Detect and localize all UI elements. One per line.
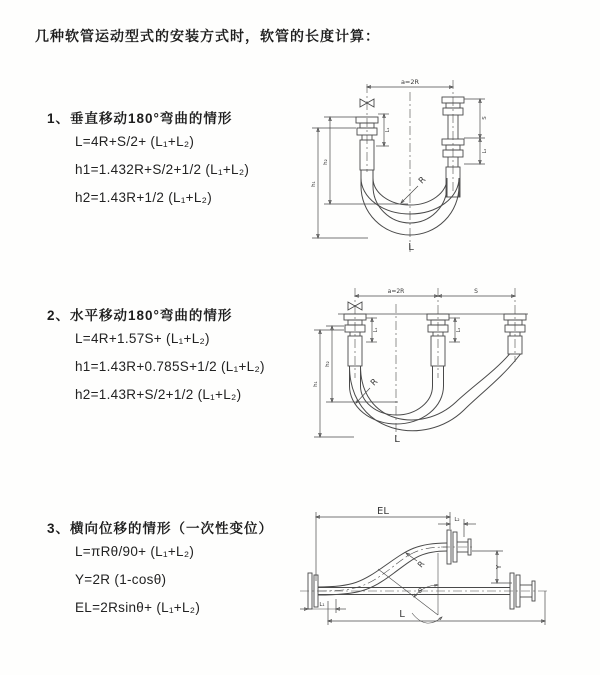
label-s: S — [474, 288, 478, 295]
dimension-h2 — [325, 326, 398, 402]
label-l2: L₂ — [456, 327, 462, 333]
dimension-h2 — [323, 117, 408, 204]
dimension-a2r — [355, 288, 438, 296]
label-l1: L₁ — [319, 602, 325, 608]
label-theta: θ — [418, 587, 422, 595]
label-a2r: a=2R — [400, 78, 420, 86]
diagram-lateral-displacement — [298, 503, 560, 665]
radius-callout — [356, 377, 380, 403]
hose-u-bend — [350, 354, 521, 431]
label-r: R — [416, 174, 429, 187]
label-r: R — [368, 376, 381, 389]
label-l-total: L — [394, 434, 400, 445]
page-title: 几种软管运动型式的安装方式时，软管的长度计算： — [35, 28, 380, 44]
section-3-formula-L: L=πRθ/90+ (L₁+L₂) — [75, 544, 195, 559]
section-3-formula-Y: Y=2R (1-cosθ) — [75, 572, 167, 587]
section-2-formula-h1: h1=1.43R+0.785S+1/2 (L₁+L₂) — [75, 359, 265, 374]
section-2-formula-L: L=4R+1.57S+ (L₁+L₂) — [75, 331, 210, 346]
label-h2: h₂ — [325, 361, 331, 367]
label-l2: L₂ — [454, 517, 460, 523]
dimension-L1 — [366, 318, 379, 342]
diagram-vertical-180-bend — [310, 72, 560, 257]
section-3-heading: 3、横向位移的情形（一次性变位） — [47, 521, 274, 536]
label-y: Y — [495, 564, 503, 570]
section-3-formula-EL: EL=2Rsinθ+ (L₁+L₂) — [75, 600, 201, 615]
section-2-formula-h2: h2=1.43R+S/2+1/2 (L₁+L₂) — [75, 387, 242, 402]
section-1-heading: 1、垂直移动180°弯曲的情形 — [47, 111, 233, 126]
label-r: R — [415, 559, 427, 570]
dimension-L2 — [464, 138, 488, 164]
label-l-total: L — [399, 609, 405, 620]
dimension-h1 — [311, 128, 368, 238]
label-h1: h₁ — [313, 381, 319, 387]
section-1-formula-h2: h2=1.43R+1/2 (L₁+L₂) — [75, 190, 213, 205]
radius-callout — [401, 175, 428, 203]
label-h2: h₂ — [323, 159, 329, 165]
dimension-L2 — [449, 318, 462, 342]
dimension-L1 — [300, 599, 346, 613]
label-l2: L₂ — [482, 148, 488, 154]
radius-callout — [406, 553, 427, 569]
label-s: S — [482, 116, 488, 120]
dimension-a2r — [367, 78, 453, 87]
label-el: EL — [377, 506, 389, 517]
section-1-formula-L: L=4R+S/2+ (L₁+L₂) — [75, 134, 195, 149]
dimension-EL — [316, 506, 450, 581]
label-l-total: L — [408, 242, 414, 253]
section-1-formula-h1: h1=1.432R+S/2+1/2 (L₁+L₂) — [75, 162, 250, 177]
dimension-S — [464, 99, 488, 138]
label-l1: L₁ — [385, 127, 391, 133]
label-l1: L₁ — [373, 327, 379, 333]
dimension-Y — [472, 551, 512, 583]
label-h1: h₁ — [311, 181, 317, 187]
section-2-heading: 2、水平移动180°弯曲的情形 — [47, 308, 233, 323]
centerlines — [367, 80, 453, 252]
label-a2r: a=2R — [387, 288, 405, 295]
dimension-L — [328, 591, 545, 625]
centerlines — [355, 288, 515, 442]
diagram-horizontal-180-bend — [310, 282, 570, 447]
dimension-S — [438, 288, 515, 296]
